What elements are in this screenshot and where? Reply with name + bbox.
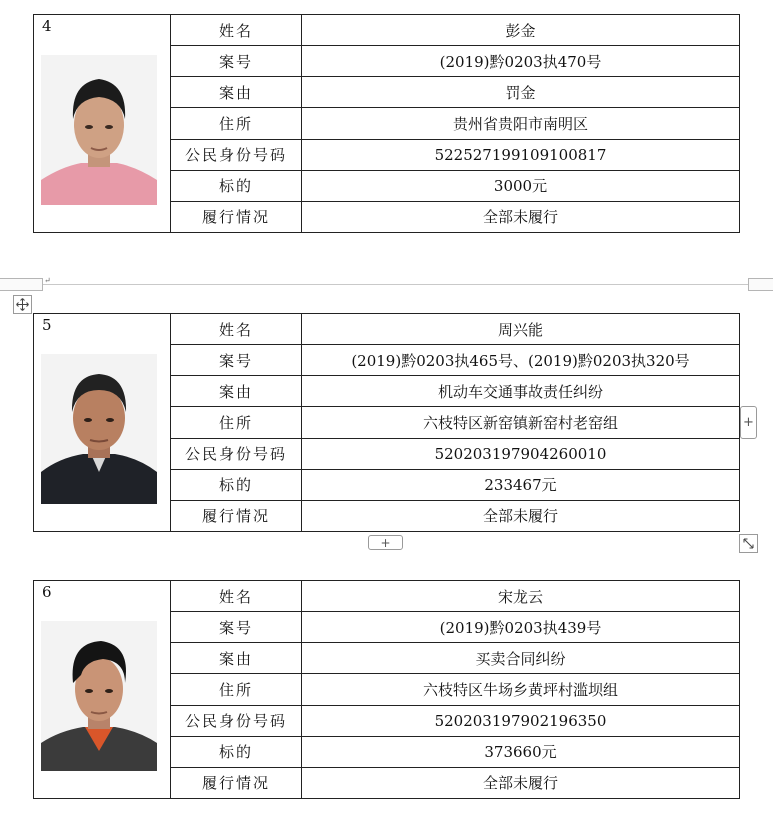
record-index: 5	[42, 316, 52, 334]
value-status: 全部未履行	[302, 201, 740, 232]
record-table-5	[33, 313, 740, 532]
page-break-tab-right	[748, 278, 773, 291]
label-case-no: 案号	[171, 46, 302, 77]
label-address: 住所	[171, 674, 302, 705]
value-status: 全部未履行	[302, 500, 740, 531]
label-address: 住所	[171, 407, 302, 438]
person-photo	[41, 621, 157, 771]
label-name: 姓名	[171, 581, 302, 612]
value-address: 六枝特区新窑镇新窑村老窑组	[302, 407, 740, 438]
person-photo	[41, 55, 157, 205]
value-case-no: (2019)黔0203执465号、(2019)黔0203执320号	[302, 345, 740, 376]
label-status: 履行情况	[171, 201, 302, 232]
record-table-6	[33, 580, 740, 799]
value-amount: 373660元	[302, 736, 740, 767]
label-case-no: 案号	[171, 612, 302, 643]
value-id-no: 522527199109100817	[302, 139, 740, 170]
label-status: 履行情况	[171, 500, 302, 531]
value-amount: 3000元	[302, 170, 740, 201]
page-break-tab-left	[0, 278, 43, 291]
person-photo	[41, 354, 157, 504]
label-id-no: 公民身份号码	[171, 139, 302, 170]
label-amount: 标的	[171, 469, 302, 500]
record-index: 4	[42, 17, 52, 35]
value-case-no: (2019)黔0203执470号	[302, 46, 740, 77]
label-amount: 标的	[171, 736, 302, 767]
value-name: 宋龙云	[302, 581, 740, 612]
value-name: 周兴能	[302, 314, 740, 345]
value-id-no: 520203197902196350	[302, 705, 740, 736]
value-cause: 买卖合同纠纷	[302, 643, 740, 674]
label-id-no: 公民身份号码	[171, 438, 302, 469]
label-address: 住所	[171, 108, 302, 139]
label-id-no: 公民身份号码	[171, 705, 302, 736]
value-cause: 罚金	[302, 77, 740, 108]
value-status: 全部未履行	[302, 767, 740, 798]
label-amount: 标的	[171, 170, 302, 201]
page-break-line	[0, 284, 773, 285]
value-amount: 233467元	[302, 469, 740, 500]
table-resize-handle-icon[interactable]	[739, 534, 758, 553]
value-address: 六枝特区牛场乡黄坪村滥坝组	[302, 674, 740, 705]
label-status: 履行情况	[171, 767, 302, 798]
label-cause: 案由	[171, 376, 302, 407]
value-cause: 机动车交通事故责任纠纷	[302, 376, 740, 407]
add-column-button[interactable]: +	[740, 406, 757, 439]
value-name: 彭金	[302, 15, 740, 46]
photo-cell	[34, 314, 171, 532]
label-cause: 案由	[171, 77, 302, 108]
photo-cell	[34, 581, 171, 799]
label-cause: 案由	[171, 643, 302, 674]
value-address: 贵州省贵阳市南明区	[302, 108, 740, 139]
value-id-no: 520203197904260010	[302, 438, 740, 469]
photo-cell	[34, 15, 171, 233]
value-case-no: (2019)黔0203执439号	[302, 612, 740, 643]
label-name: 姓名	[171, 314, 302, 345]
add-row-button[interactable]: +	[368, 535, 403, 550]
record-table-4	[33, 14, 740, 233]
label-name: 姓名	[171, 15, 302, 46]
paragraph-mark: ↵	[44, 276, 51, 285]
label-case-no: 案号	[171, 345, 302, 376]
table-move-handle-icon[interactable]	[13, 295, 32, 314]
record-index: 6	[42, 583, 52, 601]
